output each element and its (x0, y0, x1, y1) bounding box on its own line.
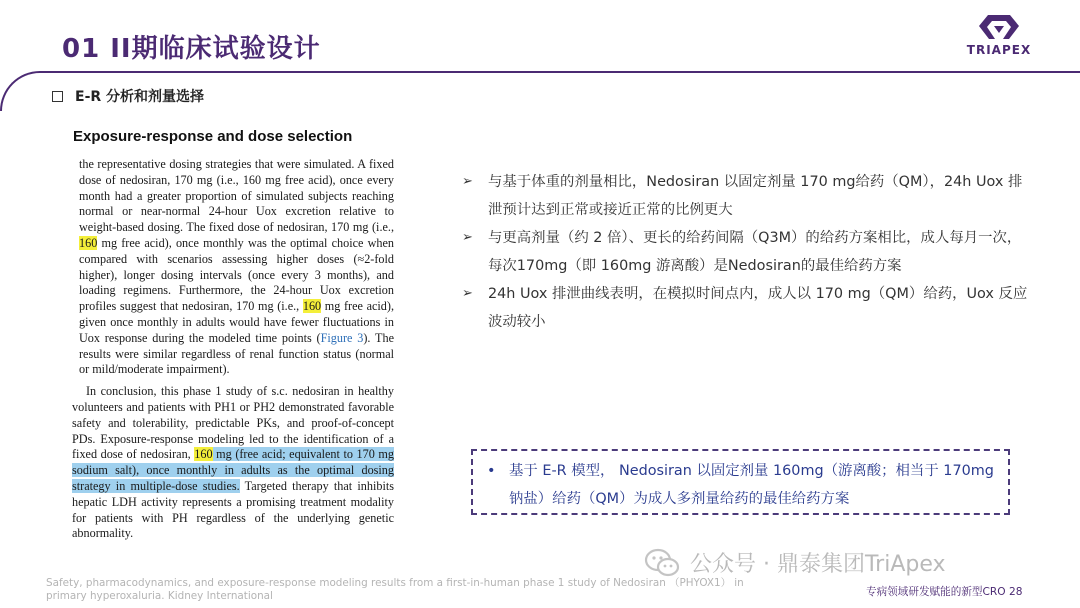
wechat-watermark (644, 547, 946, 578)
conclusion-box (471, 449, 1010, 515)
key-point (462, 224, 1032, 280)
key-point-text: 与基于体重的剂量相比，Nedosiran 以固定剂量 170 mg给药（QM），24h Uox 排泄预计达到正常或接近正常的比例更大 (488, 174, 1023, 218)
arrow-bullet-icon: ➢ (462, 174, 473, 189)
page-number: 28 (1009, 586, 1023, 598)
paper-text: mg free acid), given once monthly in adults would have fewer fluctuations in Uox response during the modeled time points ( (79, 299, 394, 345)
paper-text: Targeted therapy that inhibits hepatic LDH activity represents a promising treatment modality for patients with PH regardless of the underlying genetic abnormality. (72, 478, 394, 541)
key-points-list (462, 168, 1032, 336)
highlight-blue: mg (free acid; equivalent to 170 mg sodium salt), once monthly in adults as the optimal dosing strategy in multiple-dose studies. (72, 447, 394, 493)
triapex-logo-icon (962, 12, 1036, 44)
logo-text: TRIAPEX (966, 43, 1032, 57)
slide-title: 01 II期临床试验设计 (62, 34, 321, 64)
figure-link[interactable]: Figure 3 (320, 330, 364, 345)
dot-bullet-icon: • (487, 463, 496, 479)
section-label: E-R 分析和剂量选择 (75, 89, 205, 105)
highlight-yellow: 160 (79, 235, 98, 250)
conclusion-text: 基于 E-R 模型， Nedosiran 以固定剂量 160mg（游离酸；相当于 170mg 钠盐）给药（QM）为成人多剂量给药的最佳给药方案 (509, 463, 994, 507)
key-point (462, 280, 1032, 336)
paper-heading: Exposure-response and dose selection (73, 128, 353, 145)
watermark-text: 公众号 · 鼎泰集团TriApex (690, 552, 946, 577)
paper-text: ). The results were similar regardless of renal function status (normal or mild/moderate impairment). (79, 330, 394, 377)
footer-slogan: 专病领域研发赋能的新型CRO (866, 586, 1006, 598)
citation: Safety, pharmacodynamics, and exposure-response modeling results from a first-in-human phase 1 study of Nedosiran （PHYOX1） in primary hyperoxaluria. Kidney International (46, 577, 744, 602)
key-point-text: 与更高剂量（约 2 倍）、更长的给药间隔（Q3M）的给药方案相比，成人每月一次，每次170mg（即 160mg 游离酸）是Nedosiran的最佳给药方案 (488, 230, 1022, 274)
paper-paragraph-1 (72, 157, 394, 378)
arrow-bullet-icon: ➢ (462, 286, 473, 301)
footer (866, 584, 1023, 599)
paper-text: mg free acid), once monthly was the optimal choice when compared with scenarios assessing higher doses (≈2-fold higher), longer dosing intervals (once every 3 months), and loading regimens. Furthermore, the 24-hour Uox excretion profiles suggest that nedosiran, 170 mg (i.e., (79, 235, 394, 314)
paper-text: In conclusion, this phase 1 study of s.c. nedosiran in healthy volunteers and patients with PH1 or PH2 demonstrated favorable safety and tolerability, predictable PKs, and proof-of-concept PDs. Exposure-response modeling led to the identification of a fixed dose of nedosiran, (72, 384, 394, 462)
paper-paragraph-2 (72, 384, 394, 542)
highlight-yellow: 160 (302, 299, 322, 314)
square-bullet-icon (52, 91, 63, 102)
paper-excerpt (72, 128, 394, 542)
wechat-icon (644, 548, 680, 578)
paper-text: the representative dosing strategies that were simulated. A fixed dose of nedosiran, 170 mg (i.e., 160 mg free acid), once every month had a greater proportion of simulated subjects reaching normal or near-normal 24-hour Uox excretion relative to weight-based dosing. The fixed dose of nedosiran, 170 mg (i.e., (79, 157, 394, 235)
highlight-yellow: 160 (194, 447, 213, 462)
section-heading (52, 86, 204, 106)
key-point-text: 24h Uox 排泄曲线表明，在模拟时间点内，成人以 170 mg（QM）给药，Uox 反应波动较小 (488, 286, 1028, 330)
conclusion-item (487, 457, 994, 513)
triapex-logo (962, 12, 1036, 60)
arrow-bullet-icon: ➢ (462, 230, 473, 245)
key-point (462, 168, 1032, 224)
